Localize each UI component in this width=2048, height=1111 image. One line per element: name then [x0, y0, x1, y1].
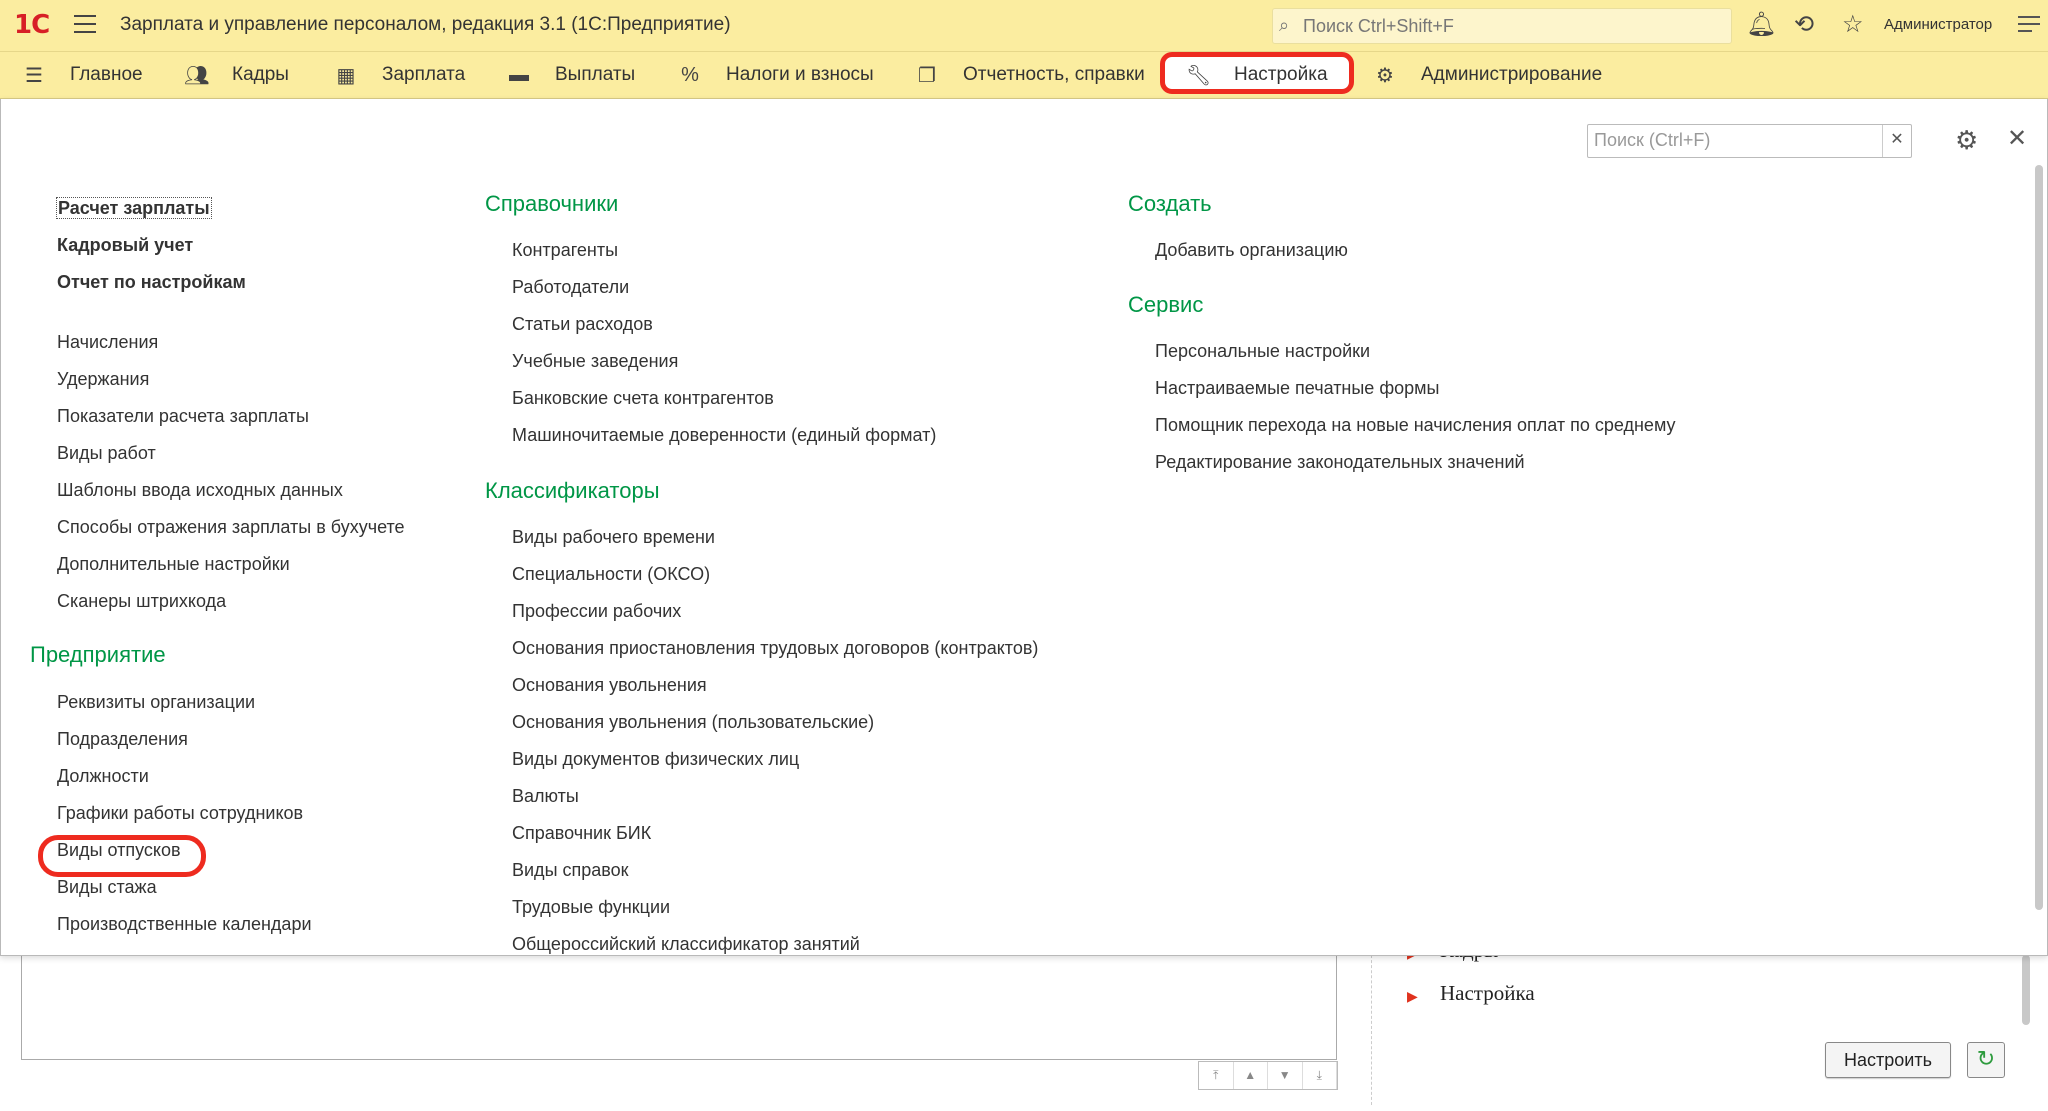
- nav-kadry[interactable]: [184, 52, 289, 98]
- percent-icon: %: [681, 63, 699, 86]
- link-item[interactable]: Машиночитаемые доверенности (единый формат): [512, 425, 937, 445]
- group-title-servis: Сервис: [1128, 292, 1204, 317]
- user-name[interactable]: Администратор: [1884, 16, 1993, 33]
- global-search-input[interactable]: [1272, 8, 1732, 44]
- link-item[interactable]: Трудовые функции: [512, 897, 671, 917]
- star-icon[interactable]: ☆: [1842, 11, 1864, 38]
- nav-label: Кадры: [232, 64, 289, 85]
- documents-icon: ❐: [918, 64, 936, 87]
- link-item[interactable]: Помощник перехода на новые начисления оплат по среднему: [1155, 415, 1676, 435]
- link-item[interactable]: Основания увольнения (пользовательские): [512, 712, 875, 732]
- link-item[interactable]: Способы отражения зарплаты в бухучете: [57, 517, 405, 537]
- background-move-buttons: [1198, 1061, 1338, 1090]
- tree-arrow-icon: ▶: [1407, 988, 1418, 1004]
- nav-vyplaty[interactable]: [507, 52, 635, 98]
- link-item[interactable]: Учебные заведения: [512, 351, 679, 371]
- link-item[interactable]: Производственные календари: [57, 914, 312, 934]
- settings-panel: [0, 99, 2048, 956]
- global-search-placeholder: Поиск Ctrl+Shift+F: [1303, 16, 1454, 36]
- move-top-icon[interactable]: ⤒: [1199, 1062, 1234, 1089]
- link-item[interactable]: Виды справок: [512, 860, 629, 880]
- nav-label: Выплаты: [555, 64, 636, 85]
- nav-label: Администрирование: [1421, 64, 1603, 85]
- section-bar: [0, 52, 2048, 99]
- tree-item[interactable]: Настройка: [1440, 981, 1535, 1005]
- nav-label: Зарплата: [382, 64, 466, 85]
- nav-label: Настройка: [1234, 64, 1328, 85]
- link-item[interactable]: Виды документов физических лиц: [512, 749, 800, 769]
- link-item[interactable]: Настраиваемые печатные формы: [1155, 378, 1440, 398]
- nav-administrirovanie[interactable]: [1373, 52, 1602, 98]
- settings-menu-icon[interactable]: [2018, 16, 2040, 37]
- people-icon: 👥︎: [184, 64, 210, 87]
- wallet-icon: ▬: [509, 63, 529, 86]
- link-item[interactable]: Контрагенты: [512, 240, 619, 260]
- link-item[interactable]: Показатели расчета зарплаты: [57, 406, 309, 426]
- link-otchet-po-nastroikam[interactable]: Отчет по настройкам: [57, 272, 246, 292]
- move-down-icon[interactable]: ▼: [1268, 1062, 1303, 1089]
- configure-button[interactable]: Настроить: [1825, 1042, 1951, 1078]
- link-item[interactable]: Сканеры штрихкода: [57, 591, 227, 611]
- nav-otchetnost[interactable]: [915, 52, 1145, 98]
- group-title-sozdat: Создать: [1128, 191, 1212, 216]
- title-bar: [0, 0, 2048, 52]
- link-item[interactable]: Банковские счета контрагентов: [512, 388, 774, 408]
- group-title-klassifikatory: Классификаторы: [485, 478, 660, 503]
- link-item[interactable]: Удержания: [57, 369, 150, 389]
- group-title-spravochniki: Справочники: [485, 191, 619, 216]
- link-item[interactable]: Виды рабочего времени: [512, 527, 715, 547]
- nav-nalogi[interactable]: [678, 52, 874, 98]
- app-title: Зарплата и управление персоналом, редакция 3.1 (1С:Предприятие): [120, 14, 731, 35]
- link-item[interactable]: Персональные настройки: [1155, 341, 1371, 361]
- main-menu-icon[interactable]: [74, 15, 96, 35]
- link-vidy-otpuskov[interactable]: Виды отпусков: [57, 840, 181, 860]
- link-item[interactable]: Валюты: [512, 786, 579, 806]
- link-item[interactable]: Основания увольнения: [512, 675, 707, 695]
- link-item[interactable]: Реквизиты организации: [57, 692, 256, 712]
- move-bottom-icon[interactable]: ⤓: [1303, 1062, 1338, 1089]
- link-item[interactable]: Специальности (ОКСО): [512, 564, 711, 584]
- link-item[interactable]: Редактирование законодательных значений: [1155, 452, 1525, 472]
- 1c-logo: 1С: [14, 10, 50, 40]
- link-item[interactable]: Работодатели: [512, 277, 630, 297]
- nav-glavnoe[interactable]: [22, 52, 143, 98]
- background-divider: [1371, 955, 1372, 1105]
- background-scrollbar[interactable]: [2022, 955, 2030, 1025]
- refresh-button[interactable]: [1967, 1042, 2005, 1078]
- move-up-icon[interactable]: ▲: [1234, 1062, 1269, 1089]
- nav-zarplata[interactable]: [334, 52, 465, 98]
- nav-label: Отчетность, справки: [963, 64, 1145, 85]
- menu-icon: ☰: [25, 64, 43, 87]
- link-item[interactable]: Виды стажа: [57, 877, 157, 897]
- panel-scrollbar[interactable]: [2035, 165, 2043, 910]
- link-item[interactable]: Справочник БИК: [512, 823, 652, 843]
- bell-icon[interactable]: 🔔︎: [1746, 11, 1777, 38]
- calculator-icon: ▦: [336, 64, 356, 87]
- group-title-predpriyatie: Предприятие: [30, 642, 166, 667]
- nav-nastroika[interactable]: [1186, 52, 1328, 98]
- history-icon[interactable]: ⟲: [1794, 11, 1815, 38]
- link-item[interactable]: Должности: [57, 766, 149, 786]
- link-item[interactable]: Графики работы сотрудников: [57, 803, 304, 823]
- close-icon[interactable]: ✕: [2007, 125, 2028, 152]
- link-item[interactable]: Начисления: [57, 332, 159, 352]
- link-item[interactable]: Виды работ: [57, 443, 156, 463]
- search-icon: ⌕: [1279, 15, 1290, 35]
- nav-label: Главное: [70, 64, 143, 85]
- clear-icon[interactable]: ✕: [1882, 125, 1911, 157]
- gear-icon[interactable]: ⚙: [1955, 125, 1979, 155]
- wrench-icon: 🔧︎: [1186, 64, 1212, 87]
- link-raschet-zarplaty[interactable]: Расчет зарплаты: [58, 198, 210, 218]
- panel-search-input[interactable]: [1587, 124, 1912, 158]
- link-item[interactable]: Профессии рабочих: [512, 601, 682, 621]
- link-item[interactable]: Подразделения: [57, 729, 188, 749]
- nav-label: Налоги и взносы: [726, 64, 874, 85]
- refresh-icon: ↻: [1976, 1046, 1996, 1071]
- background-form-area: [21, 955, 1337, 1060]
- gear-icon: ⚙: [1376, 64, 1394, 87]
- link-item[interactable]: Добавить организацию: [1155, 240, 1348, 260]
- link-kadrovyi-uchet[interactable]: Кадровый учет: [57, 235, 194, 255]
- link-item[interactable]: Шаблоны ввода исходных данных: [57, 480, 343, 500]
- panel-search-placeholder: Поиск (Ctrl+F): [1594, 130, 1711, 150]
- link-item[interactable]: Общероссийский классификатор занятий: [512, 934, 860, 954]
- link-item[interactable]: Дополнительные настройки: [57, 554, 290, 574]
- link-item[interactable]: Основания приостановления трудовых договоров (контрактов): [512, 638, 1039, 658]
- link-item[interactable]: Статьи расходов: [512, 314, 653, 334]
